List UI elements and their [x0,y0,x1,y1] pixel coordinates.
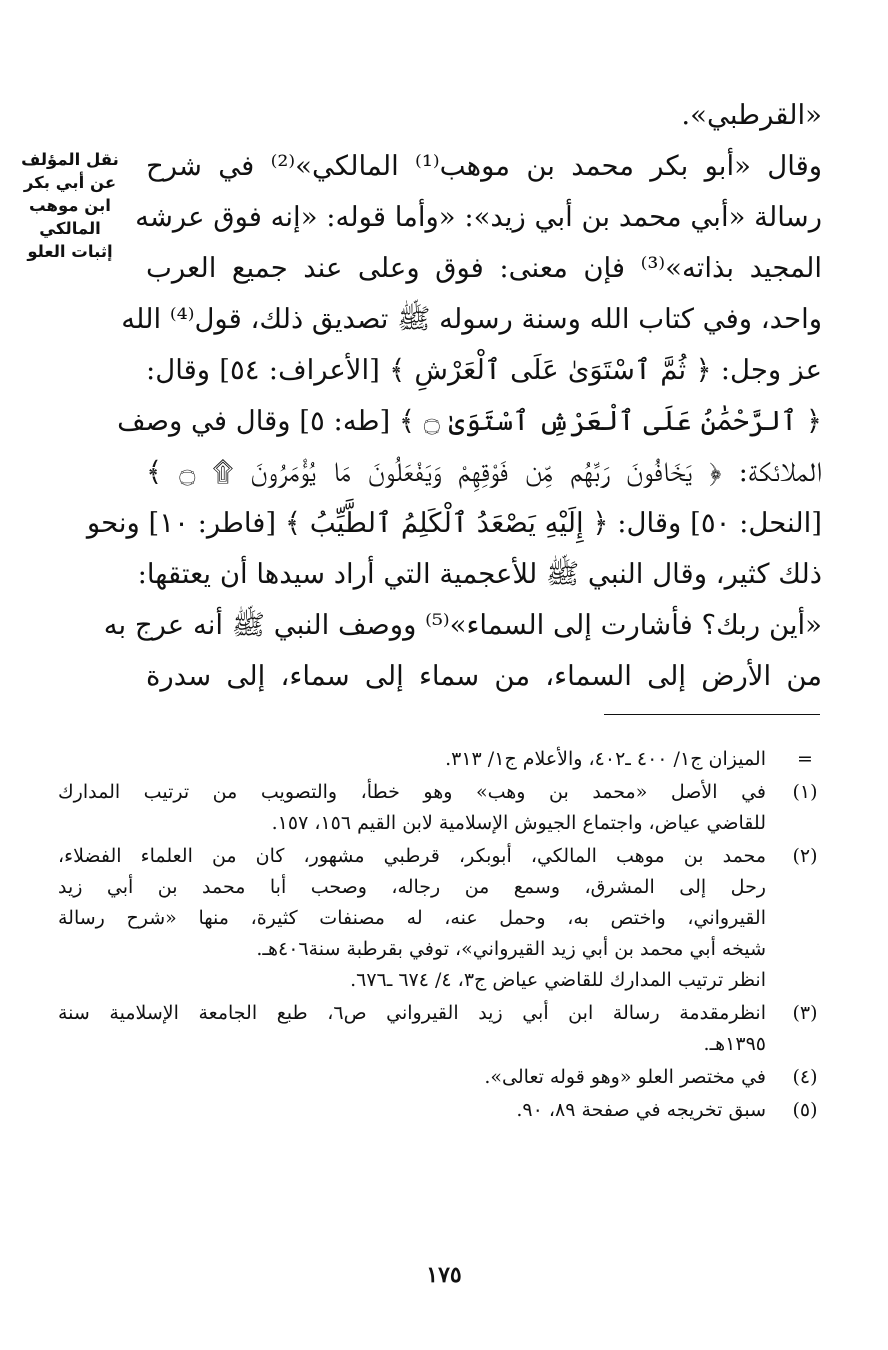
margin-note [10,148,130,263]
footnote-line: في الأصل «محمد بن وهب» وهو خطأ، والتصويب من ترتيب المدارك [58,781,766,803]
margin-note-line: نقل المؤلف [21,150,119,169]
margin-note-line: إثبات العلو [27,242,113,261]
text-line: الملائكة: ﴿ يَخَافُونَ رَبَّهُم مِّن فَوْقِهِمْ وَيَفْعَلُونَ مَا يُؤْمَرُونَ ۩ ۝ ﴾ [146,456,823,488]
footnote-line: شيخه أبي محمد بن أبي زيد القيرواني»، توفي بقرطبة سنة٤٠٦هـ. [256,938,766,960]
text-line: وقال «أبو بكر محمد بن موهب⁽¹⁾ المالكي»⁽²⁾ في شرح [146,150,822,182]
text-line: ذلك كثير، وقال النبي ﷺ للأعجمية التي أراد سيدها أن يعتقها: [137,558,822,590]
footnote-number: (١) [792,781,818,803]
footnote-item [58,1062,828,1093]
footnote-item [58,1095,828,1126]
footnote-line: انظرمقدمة رسالة ابن أبي زيد القيرواني ص٦، طبع الجامعة الإسلامية سنة [58,1002,766,1024]
footnote-line: محمد بن موهب المالكي، أبوبكر، قرطبي مشهور، كان من العلماء الفضلاء، [58,845,766,867]
margin-note-line: ابن موهب [29,196,111,215]
page-number: ١٧٥ [426,1262,462,1288]
footnote-number: (٢) [792,845,818,867]
margin-note-line: المالكي [39,219,101,238]
footnote-number: (٣) [792,1002,818,1024]
text-line: واحد، وفي كتاب الله وسنة رسوله ﷺ تصديق ذلك، قول⁽⁴⁾ الله [121,303,822,335]
text-line: «القرطبي». [681,99,822,131]
footnote-number: = [797,748,813,770]
text-line: المجيد بذاته»⁽³⁾ فإن معنى: فوق وعلى عند جميع العرب [146,252,822,284]
text-line: من الأرض إلى السماء، من سماء إلى سماء، إلى سدرة [146,660,822,692]
footnote-number: (٤) [792,1066,818,1088]
footnote-line: الميزان ج١/ ٤٠٠ ـ٤٠٢، والأعلام ج١/ ٣١٣. [445,748,766,770]
footnote-item [58,744,828,775]
text-line: [النحل: ٥٠] وقال: ﴿ إِلَيْهِ يَصْعَدُ ٱلْكَلِمُ ٱلطَّيِّبُ ﴾ [فاطر: ١٠] ونحو [86,507,822,539]
footnote-separator [604,714,820,715]
footnote-line: القيرواني، واختص به، وحمل عنه، له مصنفات كثيرة، منها «شرح رسالة [58,907,766,929]
footnote-line: انظر ترتيب المدارك للقاضي عياض ج٣، ٤/ ٦٧٤ ـ٦٧٦. [350,969,766,991]
footnote-item [58,841,828,996]
footnote-item [58,998,828,1060]
margin-note-line: عن أبي بكر [23,173,117,192]
main-text [86,90,823,702]
text-line: رسالة «أبي محمد بن أبي زيد»: «وأما قوله: «إنه فوق عرشه [135,201,822,233]
footnotes [58,744,828,1128]
footnote-number: (٥) [792,1099,818,1121]
footnote-item [58,777,828,839]
text-line: ﴿ ٱلرَّحْمَٰنُ عَلَى ٱلْعَرْشِ ٱسْتَوَىٰ ۝ ﴾ [طه: ٥] وقال في وصف [117,405,822,437]
footnote-line: سبق تخريجه في صفحة ٨٩، ٩٠. [516,1099,766,1121]
text-line: «أين ربك؟ فأشارت إلى السماء»⁽⁵⁾ ووصف النبي ﷺ أنه عرج به [103,609,822,641]
footnote-line: للقاضي عياض، واجتماع الجيوش الإسلامية لابن القيم ١٥٦، ١٥٧. [271,812,766,834]
footnote-line: ١٣٩٥هـ. [703,1033,766,1055]
footnote-line: في مختصر العلو «وهو قوله تعالى». [484,1066,766,1088]
footnote-line: رحل إلى المشرق، وسمع من رجاله، وصحب أبا محمد بن أبي زيد [58,876,766,898]
text-line: عز وجل: ﴿ ثُمَّ ٱسْتَوَىٰ عَلَى ٱلْعَرْشِ ﴾ [الأعراف: ٥٤] وقال: [146,354,822,386]
